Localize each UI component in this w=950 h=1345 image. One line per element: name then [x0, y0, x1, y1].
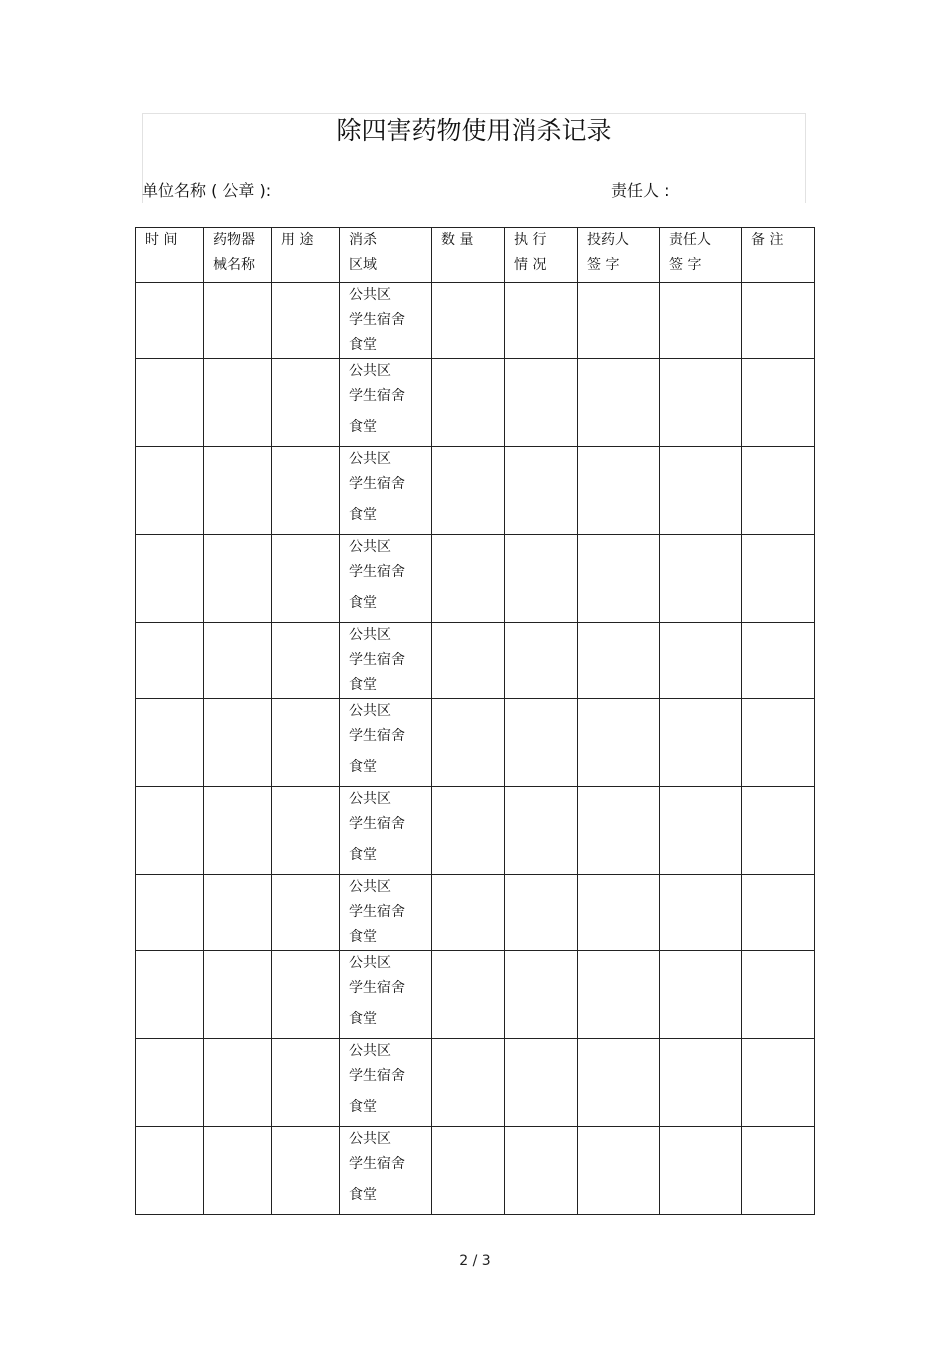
empty-cell	[660, 787, 742, 875]
empty-cell	[660, 359, 742, 447]
area-option: 公共区	[349, 791, 391, 807]
area-option: 学生宿舍	[349, 312, 405, 328]
area-option: 公共区	[349, 451, 391, 467]
page-number: 2 / 3	[459, 1253, 491, 1269]
empty-cell	[204, 623, 272, 699]
empty-cell	[742, 699, 815, 787]
empty-cell	[204, 1039, 272, 1127]
empty-cell	[432, 535, 505, 623]
table-row	[136, 359, 815, 447]
empty-cell	[432, 699, 505, 787]
empty-cell	[136, 1127, 204, 1215]
empty-cell	[505, 787, 578, 875]
empty-cell	[432, 623, 505, 699]
empty-cell	[578, 1127, 660, 1215]
empty-cell	[204, 283, 272, 359]
empty-cell	[578, 359, 660, 447]
empty-cell	[204, 875, 272, 951]
empty-cell	[204, 951, 272, 1039]
empty-cell	[742, 283, 815, 359]
empty-cell	[272, 787, 340, 875]
header-remarks: 备 注	[742, 228, 815, 283]
area-option: 食堂	[349, 847, 377, 863]
area-cell	[340, 359, 432, 447]
area-option: 公共区	[349, 539, 391, 555]
empty-cell	[136, 535, 204, 623]
area-option: 食堂	[349, 595, 377, 611]
empty-cell	[432, 283, 505, 359]
table-row	[136, 1127, 815, 1215]
empty-cell	[505, 699, 578, 787]
empty-cell	[660, 875, 742, 951]
header-responsible-signature: 责任人 签 字	[660, 228, 742, 283]
disinfection-record-table	[135, 227, 815, 1215]
area-option: 学生宿舍	[349, 388, 405, 404]
area-option: 公共区	[349, 1131, 391, 1147]
empty-cell	[578, 787, 660, 875]
empty-cell	[432, 359, 505, 447]
area-option: 公共区	[349, 287, 391, 303]
empty-cell	[742, 951, 815, 1039]
area-option: 学生宿舍	[349, 1156, 405, 1172]
header-quantity: 数 量	[432, 228, 505, 283]
empty-cell	[432, 1127, 505, 1215]
empty-cell	[660, 283, 742, 359]
empty-cell	[578, 283, 660, 359]
empty-cell	[578, 875, 660, 951]
area-cell	[340, 699, 432, 787]
empty-cell	[660, 951, 742, 1039]
empty-cell	[272, 535, 340, 623]
table-row	[136, 951, 815, 1039]
empty-cell	[272, 1127, 340, 1215]
empty-cell	[204, 699, 272, 787]
area-option: 学生宿舍	[349, 564, 405, 580]
area-option: 食堂	[349, 1187, 377, 1203]
area-option: 食堂	[349, 929, 377, 945]
empty-cell	[578, 951, 660, 1039]
empty-cell	[432, 875, 505, 951]
area-option: 学生宿舍	[349, 904, 405, 920]
empty-cell	[505, 875, 578, 951]
empty-cell	[742, 787, 815, 875]
area-cell	[340, 283, 432, 359]
empty-cell	[505, 623, 578, 699]
empty-cell	[136, 623, 204, 699]
area-cell	[340, 535, 432, 623]
empty-cell	[660, 535, 742, 623]
empty-cell	[742, 1127, 815, 1215]
empty-cell	[136, 699, 204, 787]
empty-cell	[578, 623, 660, 699]
empty-cell	[432, 787, 505, 875]
empty-cell	[136, 359, 204, 447]
empty-cell	[432, 951, 505, 1039]
table-row	[136, 447, 815, 535]
area-cell	[340, 951, 432, 1039]
area-option: 食堂	[349, 759, 377, 775]
empty-cell	[136, 1039, 204, 1127]
area-cell	[340, 1039, 432, 1127]
area-cell	[340, 787, 432, 875]
empty-cell	[660, 1127, 742, 1215]
empty-cell	[204, 359, 272, 447]
table-row	[136, 535, 815, 623]
empty-cell	[742, 359, 815, 447]
empty-cell	[432, 447, 505, 535]
empty-cell	[204, 1127, 272, 1215]
empty-cell	[742, 623, 815, 699]
header-applicant-signature: 投药人 签 字	[578, 228, 660, 283]
empty-cell	[742, 447, 815, 535]
empty-cell	[578, 535, 660, 623]
area-option: 食堂	[349, 1099, 377, 1115]
empty-cell	[742, 875, 815, 951]
empty-cell	[136, 787, 204, 875]
area-option: 公共区	[349, 955, 391, 971]
empty-cell	[578, 699, 660, 787]
area-option: 食堂	[349, 507, 377, 523]
empty-cell	[272, 623, 340, 699]
empty-cell	[272, 875, 340, 951]
empty-cell	[578, 1039, 660, 1127]
empty-cell	[136, 951, 204, 1039]
area-option: 食堂	[349, 337, 377, 353]
empty-cell	[660, 699, 742, 787]
empty-cell	[505, 447, 578, 535]
responsible-person-label: 责任人 :	[611, 181, 670, 200]
empty-cell	[505, 359, 578, 447]
empty-cell	[136, 447, 204, 535]
empty-cell	[136, 283, 204, 359]
empty-cell	[578, 447, 660, 535]
area-option: 学生宿舍	[349, 980, 405, 996]
area-option: 学生宿舍	[349, 1068, 405, 1084]
area-cell	[340, 447, 432, 535]
header-time: 时 间	[136, 228, 204, 283]
empty-cell	[505, 535, 578, 623]
header-area: 消杀 区域	[340, 228, 432, 283]
header-purpose: 用 途	[272, 228, 340, 283]
header-drug-name: 药物器 械名称	[204, 228, 272, 283]
empty-cell	[660, 623, 742, 699]
header-execution: 执 行 情 况	[505, 228, 578, 283]
unit-name-label: 单位名称 ( 公章 ):	[142, 181, 272, 200]
area-option: 食堂	[349, 419, 377, 435]
empty-cell	[272, 1039, 340, 1127]
empty-cell	[204, 787, 272, 875]
empty-cell	[505, 1127, 578, 1215]
empty-cell	[505, 1039, 578, 1127]
area-option: 食堂	[349, 677, 377, 693]
area-option: 学生宿舍	[349, 652, 405, 668]
empty-cell	[660, 1039, 742, 1127]
table-row	[136, 1039, 815, 1127]
page-title: 除四害药物使用消杀记录	[336, 116, 612, 145]
empty-cell	[505, 283, 578, 359]
empty-cell	[272, 283, 340, 359]
empty-cell	[272, 951, 340, 1039]
empty-cell	[742, 535, 815, 623]
empty-cell	[272, 359, 340, 447]
area-option: 食堂	[349, 1011, 377, 1027]
area-cell	[340, 1127, 432, 1215]
empty-cell	[660, 447, 742, 535]
area-option: 公共区	[349, 363, 391, 379]
empty-cell	[432, 1039, 505, 1127]
area-option: 公共区	[349, 879, 391, 895]
empty-cell	[204, 447, 272, 535]
area-option: 公共区	[349, 1043, 391, 1059]
empty-cell	[136, 875, 204, 951]
table-row	[136, 699, 815, 787]
area-option: 学生宿舍	[349, 728, 405, 744]
table-row	[136, 623, 815, 699]
area-option: 公共区	[349, 703, 391, 719]
table-row	[136, 875, 815, 951]
area-option: 公共区	[349, 627, 391, 643]
table-row	[136, 787, 815, 875]
empty-cell	[272, 699, 340, 787]
table-row	[136, 283, 815, 359]
empty-cell	[505, 951, 578, 1039]
area-cell	[340, 623, 432, 699]
area-option: 学生宿舍	[349, 816, 405, 832]
empty-cell	[272, 447, 340, 535]
empty-cell	[204, 535, 272, 623]
table-header-row	[136, 228, 815, 283]
empty-cell	[742, 1039, 815, 1127]
area-cell	[340, 875, 432, 951]
area-option: 学生宿舍	[349, 476, 405, 492]
